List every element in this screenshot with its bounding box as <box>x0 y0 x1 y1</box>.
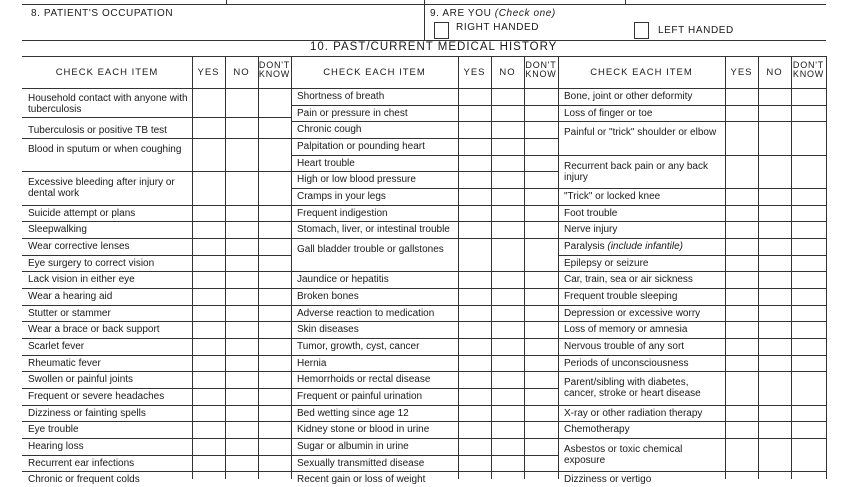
left-handed-label: LEFT HANDED <box>658 25 734 36</box>
dont-know-checkbox[interactable] <box>259 356 290 370</box>
yes-checkbox[interactable] <box>459 139 490 154</box>
dont-know-checkbox[interactable] <box>525 389 557 404</box>
yes-checkbox[interactable] <box>726 206 757 220</box>
dont-know-checkbox[interactable] <box>259 139 290 170</box>
history-item-label: Loss of finger or toe <box>564 107 653 119</box>
yes-checkbox[interactable] <box>459 89 490 104</box>
dont-know-checkbox[interactable] <box>525 189 557 204</box>
history-item-label: Loss of memory or amnesia <box>564 324 688 335</box>
no-checkbox[interactable] <box>492 122 523 137</box>
dont-know-header <box>258 61 291 79</box>
history-item-label: Swollen or painful joints <box>28 374 134 385</box>
yes-checkbox[interactable] <box>726 339 757 354</box>
dont-know-checkbox[interactable] <box>259 439 290 454</box>
dont-know-checkbox[interactable] <box>525 106 557 120</box>
no-checkbox[interactable] <box>226 172 257 204</box>
yes-checkbox[interactable] <box>459 156 490 170</box>
dont-know-checkbox[interactable] <box>259 322 290 337</box>
history-item-label: Hernia <box>297 357 327 369</box>
yes-checkbox[interactable] <box>193 239 224 254</box>
history-item-label: Sugar or albumin in urine <box>297 441 409 452</box>
no-checkbox[interactable] <box>492 89 523 104</box>
yes-checkbox[interactable] <box>459 372 490 387</box>
history-item-label: Excessive bleeding after injury or dental work <box>28 177 175 199</box>
dont-know-checkbox[interactable] <box>792 339 825 354</box>
no-checkbox[interactable] <box>759 472 790 487</box>
left-handed-checkbox[interactable] <box>634 22 649 39</box>
dont-know-checkbox[interactable] <box>525 122 557 137</box>
history-item-label: Recurrent ear infections <box>28 457 135 469</box>
no-checkbox[interactable] <box>226 306 257 320</box>
yes-checkbox[interactable] <box>726 439 757 470</box>
no-checkbox[interactable] <box>492 456 523 470</box>
history-item-label: Stutter or stammer <box>28 307 111 319</box>
yes-checkbox[interactable] <box>459 239 490 270</box>
yes-checkbox[interactable] <box>459 356 490 370</box>
dont-know-checkbox[interactable] <box>792 189 825 204</box>
no-checkbox[interactable] <box>492 389 523 404</box>
divider <box>424 4 425 40</box>
yes-checkbox[interactable] <box>193 456 224 470</box>
yes-checkbox[interactable] <box>193 339 224 354</box>
history-item-label: Chronic or frequent colds <box>28 474 140 485</box>
table-header-border <box>22 88 826 89</box>
history-item-label: Sleepwalking <box>28 224 87 235</box>
history-item-label: Tumor, growth, cyst, cancer <box>297 341 420 352</box>
no-checkbox[interactable] <box>492 206 523 220</box>
history-item-label: Rheumatic fever <box>28 357 101 369</box>
no-checkbox[interactable] <box>226 406 257 420</box>
history-item-label: Eye surgery to correct vision <box>28 257 155 269</box>
yes-checkbox[interactable] <box>726 239 757 254</box>
no-checkbox[interactable] <box>226 256 257 270</box>
history-item-label: Kidney stone or blood in urine <box>297 424 430 435</box>
history-item-label: Tuberculosis or positive TB test <box>28 124 167 136</box>
yes-header: YES <box>197 67 220 78</box>
no-checkbox[interactable] <box>226 439 257 454</box>
history-item-label: Jaundice or hepatitis <box>297 274 389 285</box>
history-item-label: Frequent trouble sleeping <box>564 291 678 302</box>
dont-know-header <box>524 61 558 79</box>
handedness-label <box>430 8 556 19</box>
no-checkbox[interactable] <box>759 189 790 204</box>
no-checkbox[interactable] <box>492 272 523 287</box>
dont-know-checkbox[interactable] <box>525 472 557 487</box>
dont-know-checkbox[interactable] <box>525 422 557 437</box>
yes-checkbox[interactable] <box>726 106 757 120</box>
yes-checkbox[interactable] <box>726 372 757 404</box>
history-item-label: Epilepsy or seizure <box>564 257 649 269</box>
history-item-label: Pain or pressure in chest <box>297 107 408 119</box>
know-label: KNOW <box>792 69 825 79</box>
dont-know-checkbox[interactable] <box>525 272 557 287</box>
column-divider <box>291 56 292 479</box>
dont-know-checkbox[interactable] <box>259 256 290 270</box>
history-item-label: Broken bones <box>297 291 359 302</box>
no-checkbox[interactable] <box>759 356 790 370</box>
no-checkbox[interactable] <box>492 306 523 320</box>
history-item-label: Wear a brace or back support <box>28 324 160 335</box>
no-checkbox[interactable] <box>226 456 257 470</box>
yes-checkbox[interactable] <box>459 339 490 354</box>
yes-checkbox[interactable] <box>193 439 224 454</box>
yes-checkbox[interactable] <box>726 406 757 420</box>
dont-know-checkbox[interactable] <box>792 239 825 254</box>
no-checkbox[interactable] <box>759 439 790 470</box>
yes-checkbox[interactable] <box>193 139 224 170</box>
history-item-label: Foot trouble <box>564 207 618 219</box>
no-header: NO <box>766 67 783 78</box>
yes-checkbox[interactable] <box>459 472 490 487</box>
yes-checkbox[interactable] <box>193 406 224 420</box>
dont-know-checkbox[interactable] <box>259 339 290 354</box>
no-checkbox[interactable] <box>759 256 790 270</box>
right-handed-label: RIGHT HANDED <box>456 22 540 33</box>
yes-checkbox[interactable] <box>726 156 757 187</box>
dont-know-checkbox[interactable] <box>525 372 557 387</box>
dont-know-checkbox[interactable] <box>525 89 557 104</box>
no-checkbox[interactable] <box>492 372 523 387</box>
dont-know-checkbox[interactable] <box>259 389 290 404</box>
divider <box>226 0 227 5</box>
no-checkbox[interactable] <box>226 339 257 354</box>
history-item-label: Asbestos or toxic chemical exposure <box>564 443 683 466</box>
yes-checkbox[interactable] <box>726 472 757 487</box>
dont-know-checkbox[interactable] <box>259 289 290 304</box>
dont-know-checkbox[interactable] <box>792 106 825 120</box>
history-item-label: Frequent or severe headaches <box>28 391 165 402</box>
no-checkbox[interactable] <box>492 422 523 437</box>
handedness-hint: (Check one) <box>494 8 556 19</box>
yes-header: YES <box>463 67 486 78</box>
no-checkbox[interactable] <box>226 272 257 287</box>
history-item-label: Lack vision in either eye <box>28 274 135 285</box>
no-checkbox[interactable] <box>226 222 257 237</box>
handedness-question: 9. ARE YOU <box>430 8 492 19</box>
row-divider <box>22 117 291 118</box>
dont-know-checkbox[interactable] <box>792 472 825 487</box>
history-item-label: Frequent indigestion <box>297 207 388 219</box>
no-checkbox[interactable] <box>492 356 523 370</box>
dont-label: DON'T <box>525 60 557 70</box>
yes-checkbox[interactable] <box>193 472 224 487</box>
yes-checkbox[interactable] <box>459 389 490 404</box>
history-item-label: Bone, joint or other deformity <box>564 91 693 102</box>
history-item-label: Suicide attempt or plans <box>28 207 136 219</box>
yes-checkbox[interactable] <box>193 92 224 116</box>
no-checkbox[interactable] <box>492 139 523 154</box>
dont-know-header <box>791 61 826 79</box>
history-item-label: Periods of unconsciousness <box>564 357 689 369</box>
history-item-label: Chemotherapy <box>564 424 630 435</box>
know-label: KNOW <box>258 69 291 79</box>
dont-know-checkbox[interactable] <box>792 222 825 237</box>
dont-know-checkbox[interactable] <box>792 156 825 187</box>
yes-checkbox[interactable] <box>193 372 224 387</box>
dont-label: DON'T <box>258 60 291 70</box>
history-item-label: Sexually transmitted disease <box>297 457 425 469</box>
no-checkbox[interactable] <box>226 372 257 387</box>
yes-checkbox[interactable] <box>459 122 490 137</box>
yes-checkbox[interactable] <box>459 322 490 337</box>
dont-know-checkbox[interactable] <box>792 406 825 420</box>
no-checkbox[interactable] <box>759 222 790 237</box>
history-item-label: Hemorrhoids or rectal disease <box>297 374 431 385</box>
history-item-label: Palpitation or pounding heart <box>297 141 425 152</box>
no-checkbox[interactable] <box>492 289 523 304</box>
no-checkbox[interactable] <box>759 372 790 404</box>
dont-know-checkbox[interactable] <box>792 256 825 270</box>
yes-checkbox[interactable] <box>726 256 757 270</box>
history-item-label: Bed wetting since age 12 <box>297 407 409 419</box>
yes-checkbox[interactable] <box>459 306 490 320</box>
yes-checkbox[interactable] <box>193 206 224 220</box>
yes-checkbox[interactable] <box>193 172 224 204</box>
no-checkbox[interactable] <box>226 123 257 137</box>
history-item-label: Gall bladder trouble or gallstones <box>297 243 444 255</box>
yes-checkbox[interactable] <box>459 439 490 454</box>
dont-know-checkbox[interactable] <box>525 339 557 354</box>
yes-checkbox[interactable] <box>459 406 490 420</box>
history-item-label: Paralysis (include infantile) <box>564 241 683 252</box>
yes-checkbox[interactable] <box>459 289 490 304</box>
dont-know-checkbox[interactable] <box>259 123 290 137</box>
history-item-label: Scarlet fever <box>28 341 85 352</box>
dont-know-checkbox[interactable] <box>259 172 290 204</box>
dont-know-checkbox[interactable] <box>259 456 290 470</box>
no-checkbox[interactable] <box>759 406 790 420</box>
yes-checkbox[interactable] <box>193 306 224 320</box>
dont-know-checkbox[interactable] <box>792 322 825 337</box>
dont-know-checkbox[interactable] <box>525 239 557 270</box>
no-checkbox[interactable] <box>492 222 523 237</box>
dont-know-checkbox[interactable] <box>525 172 557 187</box>
history-item-label: Painful or "trick" shoulder or elbow <box>564 127 717 138</box>
yes-checkbox[interactable] <box>193 389 224 404</box>
yes-header: YES <box>730 67 753 78</box>
no-checkbox[interactable] <box>226 139 257 170</box>
dont-know-checkbox[interactable] <box>259 206 290 220</box>
yes-checkbox[interactable] <box>726 89 757 104</box>
dont-know-checkbox[interactable] <box>792 372 825 404</box>
yes-checkbox[interactable] <box>726 356 757 370</box>
no-checkbox[interactable] <box>226 239 257 254</box>
no-checkbox[interactable] <box>492 156 523 170</box>
history-item-label: Hearing loss <box>28 441 84 452</box>
no-checkbox[interactable] <box>759 239 790 254</box>
check-each-item-header: CHECK EACH ITEM <box>590 67 693 78</box>
dont-know-checkbox[interactable] <box>525 406 557 420</box>
no-checkbox[interactable] <box>492 439 523 454</box>
history-item-label: Recent gain or loss of weight <box>297 474 426 485</box>
no-checkbox[interactable] <box>759 206 790 220</box>
yes-checkbox[interactable] <box>459 222 490 237</box>
no-checkbox[interactable] <box>226 389 257 404</box>
no-checkbox[interactable] <box>492 322 523 337</box>
no-checkbox[interactable] <box>226 92 257 116</box>
no-header: NO <box>233 67 250 78</box>
dont-know-checkbox[interactable] <box>792 272 825 287</box>
column-divider <box>558 56 559 479</box>
history-item-label: High or low blood pressure <box>297 174 416 185</box>
history-item-label: Wear corrective lenses <box>28 241 130 252</box>
yes-checkbox[interactable] <box>193 222 224 237</box>
yes-checkbox[interactable] <box>193 356 224 370</box>
yes-checkbox[interactable] <box>459 422 490 437</box>
no-checkbox[interactable] <box>226 356 257 370</box>
dont-know-checkbox[interactable] <box>792 206 825 220</box>
no-checkbox[interactable] <box>492 339 523 354</box>
no-checkbox[interactable] <box>492 406 523 420</box>
check-each-item-header: CHECK EACH ITEM <box>323 67 426 78</box>
no-checkbox[interactable] <box>492 172 523 187</box>
dont-know-checkbox[interactable] <box>792 122 825 154</box>
no-checkbox[interactable] <box>226 472 257 487</box>
know-label: KNOW <box>525 69 557 79</box>
yes-checkbox[interactable] <box>459 272 490 287</box>
history-item-label: Shortness of breath <box>297 91 385 102</box>
dont-know-checkbox[interactable] <box>792 306 825 320</box>
yes-checkbox[interactable] <box>193 272 224 287</box>
dont-know-checkbox[interactable] <box>259 222 290 237</box>
dont-know-checkbox[interactable] <box>525 206 557 220</box>
dont-know-checkbox[interactable] <box>525 439 557 454</box>
table-right-border <box>826 56 827 479</box>
no-checkbox[interactable] <box>759 339 790 354</box>
yes-checkbox[interactable] <box>726 189 757 204</box>
no-checkbox[interactable] <box>226 289 257 304</box>
dont-know-checkbox[interactable] <box>259 272 290 287</box>
history-item-label: Dizziness or vertigo <box>564 474 652 485</box>
history-item-label: Household contact with anyone with tuberculosis <box>28 93 188 115</box>
history-item-label: Adverse reaction to medication <box>297 307 435 319</box>
dont-know-checkbox[interactable] <box>525 289 557 304</box>
no-checkbox[interactable] <box>759 289 790 304</box>
check-each-item-header: CHECK EACH ITEM <box>55 67 159 78</box>
yes-checkbox[interactable] <box>726 222 757 237</box>
dont-know-checkbox[interactable] <box>525 322 557 337</box>
no-checkbox[interactable] <box>492 472 523 487</box>
no-checkbox[interactable] <box>759 106 790 120</box>
no-checkbox[interactable] <box>492 106 523 120</box>
dont-know-checkbox[interactable] <box>259 422 290 437</box>
yes-checkbox[interactable] <box>459 456 490 470</box>
paralysis-note: (include infantile) <box>607 241 683 252</box>
dont-know-checkbox[interactable] <box>259 372 290 387</box>
yes-checkbox[interactable] <box>193 422 224 437</box>
dont-know-checkbox[interactable] <box>525 222 557 237</box>
history-item-label: Eye trouble <box>28 424 79 435</box>
history-item-label: Heart trouble <box>297 157 355 169</box>
history-item-label: Chronic cough <box>297 124 362 135</box>
history-item-label: Blood in sputum or when coughing <box>28 143 182 155</box>
dont-know-checkbox[interactable] <box>259 472 290 487</box>
no-checkbox[interactable] <box>226 206 257 220</box>
history-item-label: Stomach, liver, or intestinal trouble <box>297 224 450 235</box>
yes-checkbox[interactable] <box>459 206 490 220</box>
history-item-label: Recurrent back pain or any back injury <box>564 160 708 183</box>
no-checkbox[interactable] <box>759 306 790 320</box>
dont-know-checkbox[interactable] <box>792 422 825 437</box>
no-checkbox[interactable] <box>759 89 790 104</box>
dont-know-checkbox[interactable] <box>259 306 290 320</box>
dont-know-checkbox[interactable] <box>259 92 290 116</box>
history-item-label: Cramps in your legs <box>297 191 386 202</box>
yes-checkbox[interactable] <box>459 172 490 187</box>
history-item-label: Dizziness or fainting spells <box>28 407 146 419</box>
yes-checkbox[interactable] <box>726 322 757 337</box>
occupation-label: 8. PATIENT'S OCCUPATION <box>31 8 174 19</box>
occupation-field[interactable] <box>24 20 422 38</box>
history-item-label: Nervous trouble of any sort <box>564 341 685 352</box>
dont-know-checkbox[interactable] <box>259 406 290 420</box>
history-item-label: Frequent or painful urination <box>297 391 423 402</box>
dont-know-checkbox[interactable] <box>525 356 557 370</box>
yes-checkbox[interactable] <box>726 289 757 304</box>
history-item-label: X-ray or other radiation therapy <box>564 407 703 419</box>
yes-checkbox[interactable] <box>193 322 224 337</box>
history-item-label: Parent/sibling with diabetes, cancer, stroke or heart disease <box>564 377 701 399</box>
yes-checkbox[interactable] <box>193 256 224 270</box>
no-checkbox[interactable] <box>759 322 790 337</box>
right-handed-checkbox[interactable] <box>434 22 449 39</box>
dont-know-checkbox[interactable] <box>792 439 825 470</box>
no-header: NO <box>499 67 516 78</box>
history-item-label: "Trick" or locked knee <box>564 191 661 202</box>
no-checkbox[interactable] <box>226 322 257 337</box>
no-checkbox[interactable] <box>226 422 257 437</box>
no-checkbox[interactable] <box>759 272 790 287</box>
history-item-label: Wear a hearing aid <box>28 291 113 302</box>
no-checkbox[interactable] <box>492 239 523 270</box>
dont-know-checkbox[interactable] <box>525 306 557 320</box>
yes-checkbox[interactable] <box>459 106 490 120</box>
yes-checkbox[interactable] <box>726 122 757 154</box>
dont-label: DON'T <box>792 60 825 70</box>
history-item-label: Skin diseases <box>297 324 359 335</box>
yes-checkbox[interactable] <box>193 123 224 137</box>
divider <box>625 0 626 5</box>
dont-know-checkbox[interactable] <box>525 156 557 170</box>
dont-know-checkbox[interactable] <box>792 89 825 104</box>
yes-checkbox[interactable] <box>193 289 224 304</box>
medical-history-title: 10. PAST/CURRENT MEDICAL HISTORY <box>310 41 558 53</box>
dont-know-checkbox[interactable] <box>525 456 557 470</box>
no-checkbox[interactable] <box>759 122 790 154</box>
table-top-border <box>22 56 826 57</box>
yes-checkbox[interactable] <box>726 306 757 320</box>
no-checkbox[interactable] <box>759 422 790 437</box>
no-checkbox[interactable] <box>492 189 523 204</box>
history-item-label: Car, train, sea or air sickness <box>564 274 693 285</box>
dont-know-checkbox[interactable] <box>792 356 825 370</box>
dont-know-checkbox[interactable] <box>525 139 557 154</box>
yes-checkbox[interactable] <box>726 272 757 287</box>
yes-checkbox[interactable] <box>726 422 757 437</box>
dont-know-checkbox[interactable] <box>259 239 290 254</box>
no-checkbox[interactable] <box>759 156 790 187</box>
history-item-label: Nerve injury <box>564 224 618 235</box>
dont-know-checkbox[interactable] <box>792 289 825 304</box>
yes-checkbox[interactable] <box>459 189 490 204</box>
history-item-label: Depression or excessive worry <box>564 307 701 319</box>
